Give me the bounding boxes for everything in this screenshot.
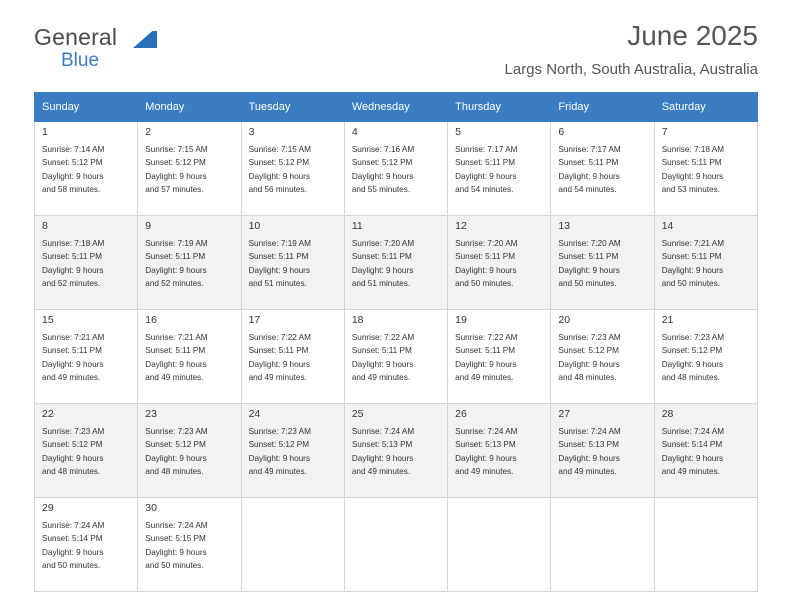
- day-info-sunset: Sunset: 5:12 PM: [558, 346, 619, 356]
- day-info: [662, 331, 751, 384]
- calendar-cell-empty: [448, 498, 551, 592]
- day-info-daylight2: and 48 minutes.: [42, 466, 101, 476]
- calendar-week-row: [35, 498, 758, 592]
- day-info: [662, 425, 751, 478]
- day-info: [145, 519, 234, 572]
- day-info-sunrise: Sunrise: 7:17 AM: [455, 145, 518, 154]
- day-info-daylight2: and 49 minutes.: [145, 372, 204, 382]
- day-info-daylight1: Daylight: 9 hours: [145, 359, 207, 369]
- calendar-day-cell[interactable]: [241, 404, 344, 498]
- day-info-daylight2: and 49 minutes.: [661, 466, 720, 476]
- calendar-day-cell[interactable]: [448, 404, 551, 498]
- day-info-daylight1: Daylight: 9 hours: [42, 265, 104, 275]
- day-info-sunrise: Sunrise: 7:24 AM: [145, 521, 208, 530]
- calendar-day-cell[interactable]: [654, 310, 757, 404]
- day-number: 27: [558, 408, 571, 420]
- calendar-cell-empty: [551, 498, 654, 592]
- calendar-week-row: [35, 310, 758, 404]
- day-info-sunset: Sunset: 5:13 PM: [351, 440, 413, 450]
- day-number: 13: [558, 220, 571, 232]
- weekday-header-row: [35, 93, 758, 122]
- weekday-header-friday: Friday: [551, 93, 654, 122]
- calendar-day-cell[interactable]: [138, 404, 241, 498]
- day-info: [249, 425, 338, 478]
- calendar-week-row: [35, 404, 758, 498]
- day-info-daylight2: and 49 minutes.: [248, 372, 307, 382]
- calendar-day-cell[interactable]: [654, 216, 757, 310]
- day-info-sunrise: Sunrise: 7:24 AM: [42, 521, 105, 530]
- calendar-day-cell[interactable]: [448, 122, 551, 216]
- day-number: 5: [455, 126, 461, 138]
- calendar-day-cell[interactable]: [344, 404, 447, 498]
- day-number: 22: [42, 408, 54, 420]
- day-info: [249, 143, 338, 196]
- day-info-daylight2: and 51 minutes.: [248, 278, 307, 288]
- day-info: [145, 331, 234, 384]
- day-info-sunrise: Sunrise: 7:18 AM: [661, 145, 725, 154]
- weekday-header-monday: Monday: [138, 93, 241, 122]
- day-info: [455, 425, 544, 478]
- calendar-week-row: [35, 122, 758, 216]
- day-info-daylight2: and 50 minutes.: [42, 560, 101, 570]
- weekday-header-wednesday: Wednesday: [344, 93, 447, 122]
- day-info-daylight2: and 49 minutes.: [248, 466, 307, 476]
- title-block: [505, 20, 758, 78]
- calendar-day-cell[interactable]: [241, 310, 344, 404]
- day-info-daylight2: and 50 minutes.: [455, 278, 514, 288]
- calendar-day-cell[interactable]: [35, 216, 138, 310]
- day-info-daylight1: Daylight: 9 hours: [145, 265, 207, 275]
- day-info-daylight2: and 48 minutes.: [661, 372, 720, 382]
- day-info: [455, 331, 544, 384]
- day-info: [558, 237, 647, 290]
- day-number: 29: [42, 502, 54, 514]
- day-info-sunset: Sunset: 5:11 PM: [145, 252, 206, 262]
- day-info-sunrise: Sunrise: 7:15 AM: [248, 145, 311, 154]
- day-info-sunset: Sunset: 5:11 PM: [351, 346, 412, 356]
- day-info-sunrise: Sunrise: 7:21 AM: [42, 333, 105, 342]
- calendar-day-cell[interactable]: [344, 216, 447, 310]
- weekday-header-tuesday: Tuesday: [241, 93, 344, 122]
- day-info-daylight2: and 54 minutes.: [455, 184, 514, 194]
- calendar-cell-empty: [344, 498, 447, 592]
- calendar-day-cell[interactable]: [344, 122, 447, 216]
- day-number: 20: [558, 314, 571, 326]
- day-info: [558, 143, 647, 196]
- day-info-sunset: Sunset: 5:11 PM: [455, 252, 516, 262]
- day-info: [249, 237, 338, 290]
- day-info-sunrise: Sunrise: 7:23 AM: [248, 427, 311, 436]
- day-info: [42, 143, 131, 196]
- day-number: 4: [351, 126, 358, 138]
- day-info: [42, 331, 131, 384]
- day-number: 28: [661, 408, 674, 420]
- day-info-sunrise: Sunrise: 7:14 AM: [42, 145, 105, 154]
- day-info-daylight2: and 58 minutes.: [42, 184, 101, 194]
- day-info-daylight2: and 48 minutes.: [145, 466, 204, 476]
- day-info-daylight1: Daylight: 9 hours: [661, 359, 724, 369]
- day-info-daylight1: Daylight: 9 hours: [455, 453, 517, 463]
- day-info-daylight1: Daylight: 9 hours: [248, 453, 311, 463]
- day-info-sunset: Sunset: 5:11 PM: [661, 252, 722, 262]
- brand-name-primary: General: [34, 24, 118, 50]
- day-info-sunrise: Sunrise: 7:19 AM: [145, 239, 208, 248]
- day-info-daylight1: Daylight: 9 hours: [351, 171, 414, 181]
- weekday-header-thursday: Thursday: [448, 93, 551, 122]
- calendar-day-cell[interactable]: [138, 310, 241, 404]
- calendar-day-cell[interactable]: [551, 122, 654, 216]
- day-number: 26: [455, 408, 467, 420]
- day-info-sunset: Sunset: 5:11 PM: [661, 158, 722, 168]
- day-info: [42, 519, 131, 572]
- day-info-daylight2: and 53 minutes.: [661, 184, 720, 194]
- day-info-sunset: Sunset: 5:11 PM: [145, 346, 206, 356]
- day-info-daylight1: Daylight: 9 hours: [558, 453, 620, 463]
- day-info-daylight1: Daylight: 9 hours: [42, 547, 104, 557]
- day-number: 21: [661, 314, 674, 326]
- day-info-daylight1: Daylight: 9 hours: [145, 453, 207, 463]
- day-info-daylight2: and 49 minutes.: [455, 466, 514, 476]
- day-info-sunrise: Sunrise: 7:16 AM: [351, 145, 415, 154]
- calendar-day-cell[interactable]: [551, 216, 654, 310]
- calendar-day-cell[interactable]: [344, 310, 447, 404]
- day-number: 30: [145, 502, 157, 514]
- day-info-sunset: Sunset: 5:12 PM: [248, 440, 310, 450]
- calendar-day-cell[interactable]: [138, 122, 241, 216]
- day-number: 25: [351, 408, 364, 420]
- day-info-sunset: Sunset: 5:12 PM: [661, 346, 723, 356]
- day-info: [558, 425, 647, 478]
- day-info-sunset: Sunset: 5:11 PM: [351, 252, 412, 262]
- day-info-daylight1: Daylight: 9 hours: [248, 359, 311, 369]
- day-info-sunset: Sunset: 5:11 PM: [42, 346, 102, 356]
- day-info-daylight1: Daylight: 9 hours: [351, 265, 414, 275]
- day-number: 18: [351, 314, 364, 326]
- day-info: [145, 143, 234, 196]
- day-info-sunset: Sunset: 5:11 PM: [248, 252, 309, 262]
- day-info-daylight1: Daylight: 9 hours: [145, 547, 207, 557]
- day-info: [352, 331, 441, 384]
- day-number: 24: [248, 408, 261, 420]
- day-info-daylight2: and 49 minutes.: [351, 466, 411, 476]
- calendar-cell-empty: [654, 498, 757, 592]
- day-info-daylight2: and 54 minutes.: [558, 184, 617, 194]
- day-info-daylight1: Daylight: 9 hours: [661, 265, 724, 275]
- day-number: 1: [42, 126, 48, 138]
- day-info-daylight1: Daylight: 9 hours: [42, 171, 104, 181]
- day-info-sunrise: Sunrise: 7:24 AM: [558, 427, 621, 436]
- brand-name-secondary: Blue: [61, 50, 100, 71]
- day-info-daylight1: Daylight: 9 hours: [351, 359, 414, 369]
- day-info: [558, 331, 647, 384]
- calendar-day-cell[interactable]: [448, 216, 551, 310]
- day-info-sunset: Sunset: 5:12 PM: [145, 440, 206, 450]
- day-info-daylight2: and 56 minutes.: [248, 184, 307, 194]
- sunrise-sunset-calendar: [34, 92, 758, 592]
- day-info-sunrise: Sunrise: 7:23 AM: [42, 427, 105, 436]
- day-info-sunrise: Sunrise: 7:15 AM: [145, 145, 208, 154]
- day-info-daylight2: and 50 minutes.: [145, 560, 204, 570]
- day-info-sunset: Sunset: 5:12 PM: [42, 440, 103, 450]
- day-info-daylight1: Daylight: 9 hours: [661, 453, 724, 463]
- day-info-sunrise: Sunrise: 7:17 AM: [558, 145, 621, 154]
- day-info-sunset: Sunset: 5:14 PM: [42, 534, 103, 544]
- day-info-daylight2: and 52 minutes.: [42, 278, 101, 288]
- day-info-daylight1: Daylight: 9 hours: [42, 359, 104, 369]
- day-info-daylight2: and 49 minutes.: [351, 372, 411, 382]
- page-title: June 2025: [627, 20, 758, 51]
- day-number: 17: [248, 314, 261, 326]
- calendar-day-cell[interactable]: [35, 310, 138, 404]
- calendar-day-cell[interactable]: [654, 404, 757, 498]
- day-number: 11: [351, 220, 363, 232]
- brand-logo[interactable]: [34, 26, 234, 70]
- day-info-daylight1: Daylight: 9 hours: [351, 453, 414, 463]
- day-info: [352, 237, 441, 290]
- day-info: [352, 143, 441, 196]
- day-info-sunrise: Sunrise: 7:20 AM: [558, 239, 621, 248]
- day-number: 19: [455, 314, 467, 326]
- day-info-sunrise: Sunrise: 7:23 AM: [558, 333, 621, 342]
- day-info: [352, 425, 441, 478]
- day-info-sunrise: Sunrise: 7:24 AM: [661, 427, 725, 436]
- day-info-sunrise: Sunrise: 7:22 AM: [248, 333, 311, 342]
- day-info-sunrise: Sunrise: 7:20 AM: [351, 239, 415, 248]
- day-info-sunrise: Sunrise: 7:23 AM: [661, 333, 725, 342]
- day-number: 12: [455, 220, 467, 232]
- day-info-sunrise: Sunrise: 7:24 AM: [351, 427, 415, 436]
- day-info-daylight2: and 49 minutes.: [42, 372, 101, 382]
- day-number: 15: [42, 314, 54, 326]
- day-info: [249, 331, 338, 384]
- day-info-sunset: Sunset: 5:12 PM: [145, 158, 206, 168]
- day-info-sunrise: Sunrise: 7:22 AM: [455, 333, 518, 342]
- calendar-day-cell[interactable]: [35, 122, 138, 216]
- day-info-daylight1: Daylight: 9 hours: [558, 359, 620, 369]
- day-info-daylight2: and 57 minutes.: [145, 184, 204, 194]
- day-info-sunset: Sunset: 5:11 PM: [455, 346, 516, 356]
- day-info-sunrise: Sunrise: 7:20 AM: [455, 239, 518, 248]
- day-info-sunset: Sunset: 5:15 PM: [145, 534, 206, 544]
- day-info-daylight2: and 51 minutes.: [351, 278, 411, 288]
- day-info-sunset: Sunset: 5:11 PM: [558, 252, 619, 262]
- day-number: 8: [42, 220, 48, 232]
- day-info-daylight1: Daylight: 9 hours: [661, 171, 724, 181]
- location-subtitle: Largs North, South Australia, Australia: [504, 61, 758, 79]
- weekday-header-saturday: Saturday: [654, 93, 757, 122]
- day-info-daylight1: Daylight: 9 hours: [558, 265, 620, 275]
- calendar-day-cell[interactable]: [654, 122, 757, 216]
- calendar-day-cell[interactable]: [551, 404, 654, 498]
- day-info-daylight1: Daylight: 9 hours: [455, 265, 517, 275]
- day-info-sunset: Sunset: 5:11 PM: [558, 158, 619, 168]
- day-info: [662, 237, 751, 290]
- day-info-sunset: Sunset: 5:11 PM: [42, 252, 102, 262]
- day-info-daylight1: Daylight: 9 hours: [248, 171, 311, 181]
- day-info-daylight1: Daylight: 9 hours: [42, 453, 104, 463]
- day-info-sunset: Sunset: 5:12 PM: [42, 158, 103, 168]
- day-info-sunset: Sunset: 5:12 PM: [248, 158, 310, 168]
- day-info: [145, 237, 234, 290]
- day-info-daylight2: and 55 minutes.: [351, 184, 411, 194]
- day-info-sunrise: Sunrise: 7:23 AM: [145, 427, 208, 436]
- day-number: 6: [558, 126, 565, 138]
- day-info-sunrise: Sunrise: 7:18 AM: [42, 239, 105, 248]
- day-info-sunset: Sunset: 5:12 PM: [351, 158, 413, 168]
- weekday-header-sunday: Sunday: [35, 93, 138, 122]
- day-number: 9: [145, 220, 152, 232]
- day-info-daylight1: Daylight: 9 hours: [248, 265, 311, 275]
- page-header: [34, 0, 758, 92]
- day-info-sunrise: Sunrise: 7:24 AM: [455, 427, 518, 436]
- calendar-day-cell[interactable]: [241, 122, 344, 216]
- day-info: [662, 143, 751, 196]
- day-info: [145, 425, 234, 478]
- day-info-sunset: Sunset: 5:11 PM: [455, 158, 516, 168]
- day-info-sunset: Sunset: 5:13 PM: [455, 440, 516, 450]
- day-info-sunset: Sunset: 5:11 PM: [248, 346, 309, 356]
- day-info: [42, 425, 131, 478]
- calendar-body: [35, 122, 758, 592]
- day-info-daylight2: and 50 minutes.: [661, 278, 720, 288]
- day-number: 10: [248, 220, 261, 232]
- day-info-daylight2: and 49 minutes.: [558, 466, 617, 476]
- calendar-day-cell[interactable]: [138, 498, 241, 592]
- day-number: 23: [145, 408, 157, 420]
- calendar-day-cell[interactable]: [35, 404, 138, 498]
- day-info: [455, 237, 544, 290]
- calendar-day-cell[interactable]: [551, 310, 654, 404]
- day-number: 7: [661, 126, 668, 138]
- day-info-daylight1: Daylight: 9 hours: [455, 171, 517, 181]
- day-info-sunrise: Sunrise: 7:21 AM: [145, 333, 208, 342]
- day-number: 3: [248, 126, 255, 138]
- day-info-daylight1: Daylight: 9 hours: [145, 171, 207, 181]
- day-number: 16: [145, 314, 157, 326]
- calendar-day-cell[interactable]: [138, 216, 241, 310]
- day-info: [455, 143, 544, 196]
- calendar-day-cell[interactable]: [35, 498, 138, 592]
- day-info-daylight2: and 48 minutes.: [558, 372, 617, 382]
- day-info-daylight1: Daylight: 9 hours: [455, 359, 517, 369]
- day-info-sunrise: Sunrise: 7:19 AM: [248, 239, 311, 248]
- day-number: 2: [145, 126, 152, 138]
- day-info-daylight2: and 49 minutes.: [455, 372, 514, 382]
- calendar-day-cell[interactable]: [448, 310, 551, 404]
- calendar-week-row: [35, 216, 758, 310]
- day-info-sunrise: Sunrise: 7:21 AM: [661, 239, 725, 248]
- day-number: 14: [661, 220, 674, 232]
- day-info-sunset: Sunset: 5:13 PM: [558, 440, 619, 450]
- day-info-daylight2: and 50 minutes.: [558, 278, 617, 288]
- logo-notch-decoration: [133, 27, 157, 31]
- day-info: [42, 237, 131, 290]
- day-info-sunrise: Sunrise: 7:22 AM: [351, 333, 415, 342]
- day-info-daylight2: and 52 minutes.: [145, 278, 204, 288]
- day-info-daylight1: Daylight: 9 hours: [558, 171, 620, 181]
- day-info-sunset: Sunset: 5:14 PM: [661, 440, 723, 450]
- calendar-day-cell[interactable]: [241, 216, 344, 310]
- calendar-cell-empty: [241, 498, 344, 592]
